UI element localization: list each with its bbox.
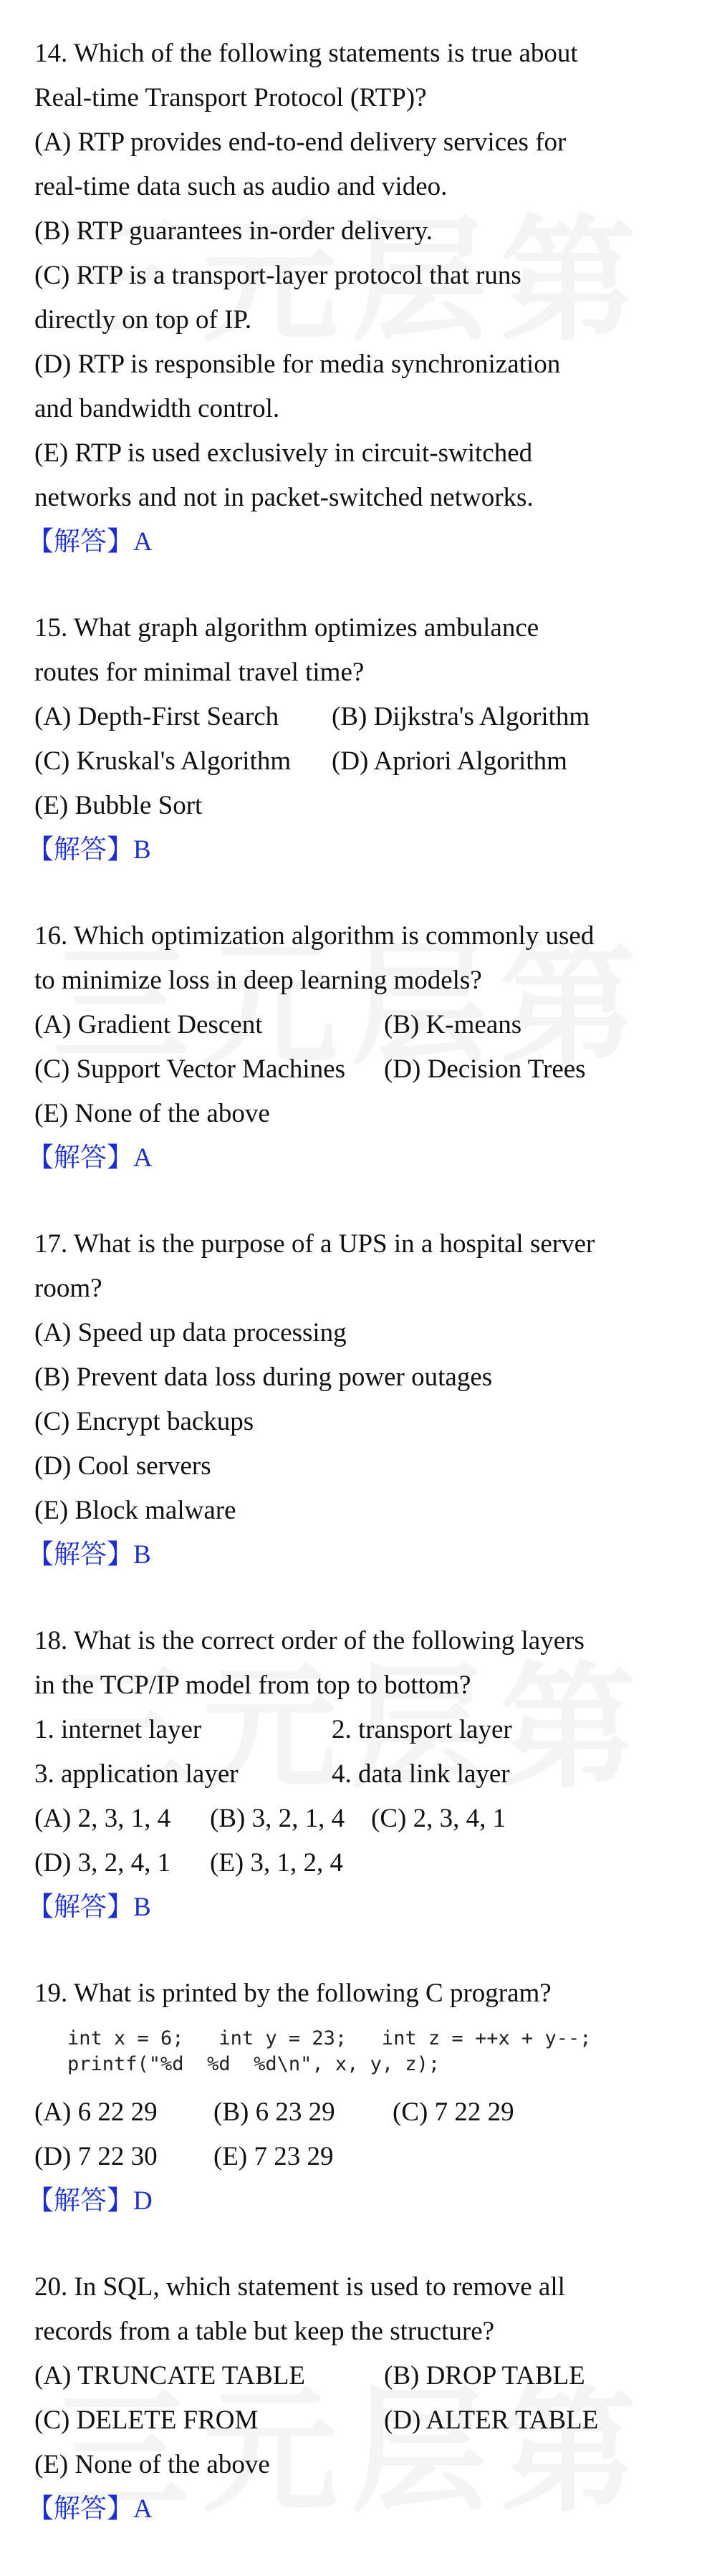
option-row: [34, 1797, 673, 1841]
layer-item: 3. application layer: [34, 1759, 239, 1789]
code-block: [67, 2026, 673, 2077]
option-a: real-time data such as audio and video.: [34, 172, 448, 201]
option-d: (D) RTP is responsible for media synchronization: [34, 350, 561, 379]
option-b: (B) 3, 2, 1, 4: [210, 1804, 345, 1833]
option-d: (D) Decision Trees: [384, 1054, 586, 1084]
option-row: [34, 1003, 673, 1047]
option-e: networks and not in packet-switched networks.: [34, 483, 534, 512]
answer-label: 【解答】B: [27, 1540, 151, 1570]
option-c: directly on top of IP.: [34, 305, 252, 335]
question-17: [27, 1222, 673, 1577]
option-b: (B) Dijkstra's Algorithm: [332, 702, 590, 731]
answer-label: 【解答】A: [27, 2494, 153, 2524]
option-c: (C) 7 22 29: [393, 2097, 514, 2127]
code-line: printf("%d %d %d\n", x, y, z);: [67, 2053, 441, 2075]
answer-label: 【解答】A: [27, 1143, 153, 1173]
question-stem: room?: [34, 1274, 102, 1303]
option-a: (A) Speed up data processing: [34, 1318, 347, 1347]
option-e: (E) None of the above: [34, 2450, 270, 2479]
code-line: int x = 6; int y = 23; int z = ++x + y--;: [67, 2027, 592, 2049]
option-e: (E) 7 23 29: [213, 2142, 334, 2171]
layer-item: 4. data link layer: [332, 1759, 510, 1789]
question-stem: 19. What is printed by the following C program?: [34, 1979, 552, 2008]
option-row: [34, 2398, 673, 2443]
question-stem: to minimize loss in deep learning models?: [34, 966, 482, 995]
question-stem: 16. Which optimization algorithm is commonly used: [34, 921, 595, 951]
question-14: [27, 32, 673, 564]
option-d: (D) Apriori Algorithm: [332, 746, 567, 776]
option-c: (C) DELETE FROM: [34, 2406, 259, 2435]
question-16: [27, 914, 673, 1181]
option-row: [34, 2135, 673, 2179]
option-c: (C) Kruskal's Algorithm: [34, 746, 292, 776]
layer-item: 1. internet layer: [34, 1715, 202, 1744]
option-d: and bandwidth control.: [34, 394, 280, 423]
option-row: [34, 2090, 673, 2135]
layer-row: [34, 1708, 673, 1752]
option-a: (A) RTP provides end-to-end delivery services for: [34, 128, 567, 157]
option-b: (B) 6 23 29: [213, 2097, 335, 2127]
answer-label: 【解答】B: [27, 1893, 151, 1922]
answer-label: 【解答】D: [27, 2186, 153, 2216]
option-b: (B) K-means: [384, 1010, 522, 1039]
layer-row: [34, 1752, 673, 1797]
option-a: (A) Depth-First Search: [34, 702, 279, 731]
question-18: [27, 1619, 673, 1930]
option-row: [34, 1047, 673, 1092]
question-stem: 15. What graph algorithm optimizes ambulance: [34, 613, 539, 643]
option-row: [34, 1841, 673, 1885]
option-e: (E) Bubble Sort: [34, 791, 203, 820]
question-stem: Real-time Transport Protocol (RTP)?: [34, 83, 427, 112]
answer-label: 【解答】A: [27, 527, 153, 557]
option-b: (B) RTP guarantees in-order delivery.: [34, 216, 433, 246]
option-d: (D) Cool servers: [34, 1451, 211, 1481]
question-stem: in the TCP/IP model from top to bottom?: [34, 1671, 471, 1700]
option-d: (D) ALTER TABLE: [384, 2406, 599, 2435]
question-stem: 17. What is the purpose of a UPS in a hospital server: [34, 1229, 595, 1259]
option-b: (B) DROP TABLE: [384, 2361, 585, 2390]
question-20: [27, 2265, 673, 2532]
question-stem: 14. Which of the following statements is true about: [34, 39, 578, 68]
option-row: [34, 695, 673, 739]
option-row: [34, 2354, 673, 2398]
question-19: [27, 1971, 673, 2224]
option-e: (E) None of the above: [34, 1099, 270, 1128]
option-c: (C) Encrypt backups: [34, 1407, 254, 1436]
question-stem: records from a table but keep the structure?: [34, 2317, 495, 2346]
option-e: (E) Block malware: [34, 1496, 236, 1525]
layer-item: 2. transport layer: [332, 1715, 512, 1744]
option-a: (A) Gradient Descent: [34, 1010, 263, 1039]
option-c: (C) RTP is a transport-layer protocol that runs: [34, 261, 521, 290]
option-d: (D) 7 22 30: [34, 2142, 158, 2171]
question-stem: 20. In SQL, which statement is used to remove all: [34, 2272, 565, 2302]
option-e: (E) 3, 1, 2, 4: [210, 1848, 343, 1878]
option-a: (A) TRUNCATE TABLE: [34, 2361, 305, 2390]
option-b: (B) Prevent data loss during power outages: [34, 1363, 493, 1392]
question-stem: routes for minimal travel time?: [34, 658, 365, 687]
question-15: [27, 606, 673, 873]
option-c: (C) Support Vector Machines: [34, 1054, 345, 1084]
option-a: (A) 2, 3, 1, 4: [34, 1804, 171, 1833]
question-stem: 18. What is the correct order of the following layers: [34, 1626, 585, 1655]
option-row: [34, 739, 673, 784]
option-c: (C) 2, 3, 4, 1: [371, 1804, 506, 1833]
option-a: (A) 6 22 29: [34, 2097, 158, 2127]
answer-label: 【解答】B: [27, 835, 151, 865]
option-d: (D) 3, 2, 4, 1: [34, 1848, 171, 1878]
option-e: (E) RTP is used exclusively in circuit-switched: [34, 438, 533, 468]
